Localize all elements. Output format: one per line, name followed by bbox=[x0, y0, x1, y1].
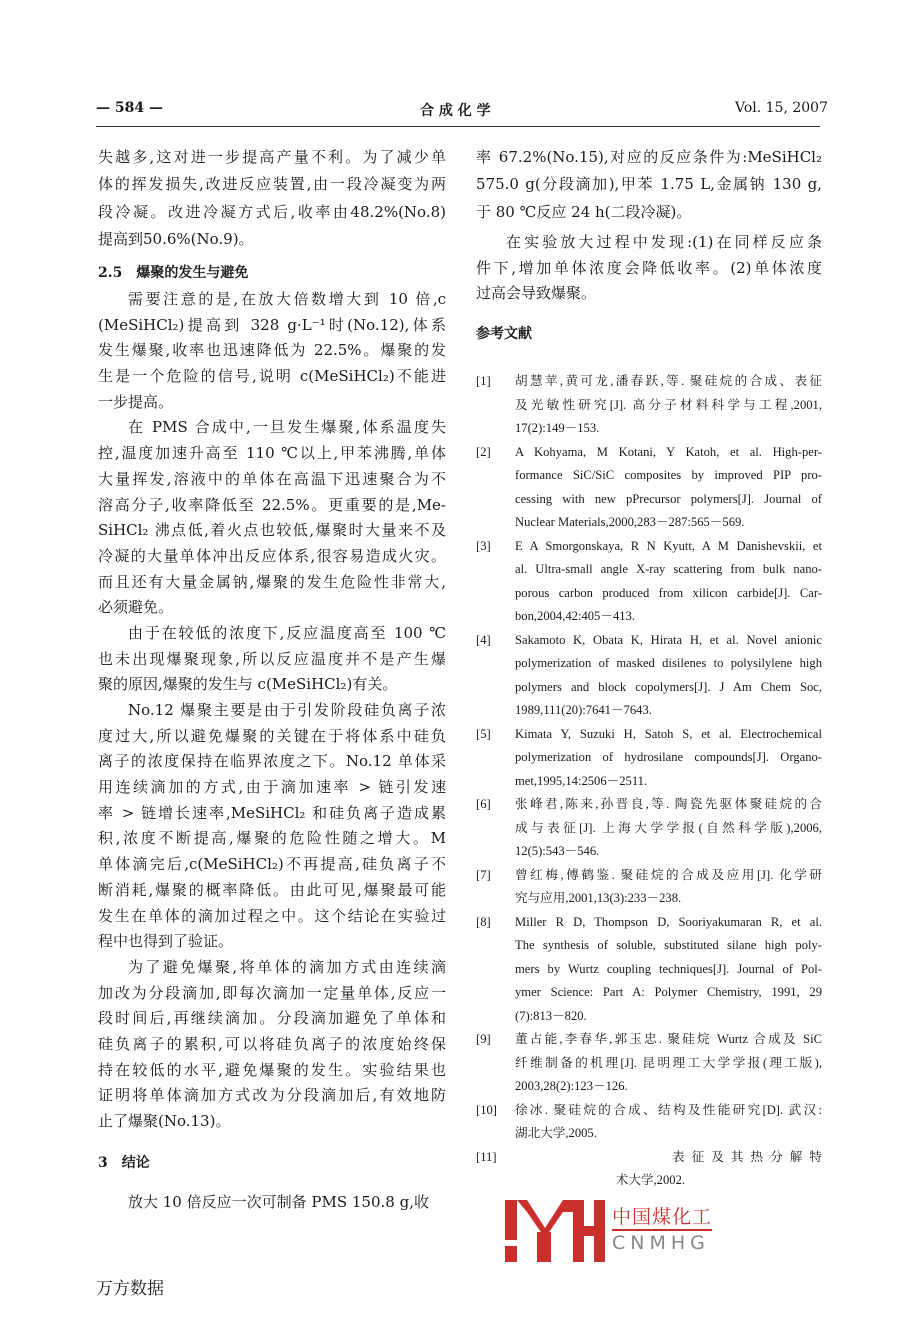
text-line: 发生爆聚,收率也迅速降低为 22.5%。爆聚的发 bbox=[98, 341, 446, 360]
watermark-logo bbox=[505, 1200, 605, 1262]
reference-item bbox=[476, 370, 822, 441]
text-line: 纤维制备的机理[J]. 昆明理工大学学报(理工版), bbox=[515, 1055, 822, 1070]
text-line: Miller R D, Thompson D, Sooriyakumaran R, et al. bbox=[515, 914, 822, 929]
text-line: E A Smorgonskaya, R N Kyutt, A M Danishevskii, et bbox=[515, 538, 822, 553]
text-line: al. Ultra-small angle X-ray scattering from bulk nano- bbox=[515, 562, 822, 576]
reference-item bbox=[476, 1146, 822, 1193]
text-line: 硅负离子的累积,可以将硅负离子的浓度始终保 bbox=[98, 1034, 446, 1053]
text-line: 止了爆聚(No.13)。 bbox=[98, 1112, 231, 1130]
reference-number: [5] bbox=[476, 726, 491, 741]
watermark-rule bbox=[612, 1229, 712, 1231]
text-line: Kimata Y, Suzuki H, Satoh S, et al. Electrochemical bbox=[515, 726, 822, 741]
reference-item bbox=[476, 1099, 822, 1146]
text-line: 12(5):543－546. bbox=[515, 844, 600, 858]
reference-item bbox=[476, 441, 822, 535]
text-line: 17(2):149－153. bbox=[515, 421, 600, 435]
text-line: bon,2004,42:405－413. bbox=[515, 609, 635, 623]
text-line: 件下,增加单体浓度会降低收率。(2)单体浓度 bbox=[476, 258, 822, 277]
text-line: 成与表征[J]. 上海大学学报(自然科学版),2006, bbox=[515, 820, 822, 835]
text-line: 徐冰. 聚硅烷的合成、结构及性能研究[D]. 武汉: bbox=[515, 1102, 822, 1117]
section-heading-3: 3 结论 bbox=[98, 1155, 150, 1171]
left-body bbox=[98, 287, 446, 1135]
text-line: No.12 爆聚主要是由于引发阶段硅负离子浓 bbox=[128, 701, 446, 719]
footer-source: 万方数据 bbox=[96, 1279, 164, 1299]
paragraph bbox=[98, 621, 446, 698]
text-line: 张峰君,陈来,孙晋良,等. 陶瓷先驱体聚硅烷的合 bbox=[515, 797, 822, 811]
text-line: 冷凝的大量单体冲出反应体系,很容易造成火灾。 bbox=[98, 546, 446, 565]
text-line: 程中也得到了验证。 bbox=[98, 932, 234, 951]
reference-number: [9] bbox=[476, 1032, 491, 1046]
text-line: 而且还有大量金属钠,爆聚的发生危险性非常大, bbox=[98, 572, 446, 591]
reference-item bbox=[476, 864, 822, 911]
text-line: SiHCl₂ 沸点低,着火点也较低,爆聚时大量来不及 bbox=[98, 521, 446, 540]
text-line: 为了避免爆聚,将单体的滴加方式由连续滴 bbox=[128, 957, 446, 976]
paragraph bbox=[98, 698, 446, 955]
text-line: 持在较低的水平,避免爆聚的发生。实验结果也 bbox=[98, 1060, 446, 1079]
text-line: 溶高分子,收率降低至 22.5%。更重要的是,Me- bbox=[98, 495, 446, 514]
reference-item bbox=[476, 723, 822, 794]
volume-info: Vol. 15, 2007 bbox=[735, 100, 828, 116]
watermark-text-cn: 中国煤化工 bbox=[612, 1206, 713, 1228]
paragraph bbox=[98, 955, 446, 1135]
reference-item bbox=[476, 535, 822, 629]
text-line: 及光敏性研究[J]. 高分子材料科学与工程,2001, bbox=[515, 397, 822, 412]
paragraph bbox=[98, 144, 446, 253]
text-line: 证明将单体滴加方式改为分段滴加后,有效地防 bbox=[98, 1086, 446, 1105]
paragraph bbox=[98, 1190, 446, 1216]
text-line: 2003,28(2):123－126. bbox=[515, 1079, 628, 1093]
reference-number: [2] bbox=[476, 444, 491, 459]
text-line: porous carbon produced from xilicon carbide[J]. Car- bbox=[515, 585, 822, 600]
text-line: 大量挥发,溶液中的单体在高温下迅速聚合为不 bbox=[98, 469, 446, 488]
text-line: 率 67.2%(No.15),对应的反应条件为:MeSiHCl₂ bbox=[476, 148, 822, 166]
reference-item bbox=[476, 911, 822, 1029]
text-line: 由于在较低的浓度下,反应温度高至 100 ℃ bbox=[128, 623, 446, 642]
text-line: 控,温度加速升高至 110 ℃以上,甲苯沸腾,单体 bbox=[98, 444, 446, 463]
text-line: 表征及其热分解特 bbox=[515, 1149, 822, 1164]
text-line: 1989,111(20):7641－7643. bbox=[515, 703, 652, 717]
text-line: 过高会导致爆聚。 bbox=[476, 284, 597, 303]
text-line: 发生在单体的滴加过程之中。这个结论在实验过 bbox=[98, 906, 446, 925]
text-line: (7):813－820. bbox=[515, 1008, 587, 1023]
text-line: 聚的原因,爆聚的发生与 c(MeSiHCl₂)有关。 bbox=[98, 675, 398, 694]
text-line: mers by Wurtz coupling techniques[J]. Journal of Pol- bbox=[515, 961, 822, 976]
text-line: 断消耗,爆聚的概率降低。由此可见,爆聚最可能 bbox=[98, 880, 446, 899]
text-line: The synthesis of soluble, substituted silane high poly- bbox=[515, 938, 822, 952]
text-line: met,1995,14:2506－2511. bbox=[515, 773, 648, 788]
reference-item bbox=[476, 1028, 822, 1099]
text-line: 胡慧苹,黄可龙,潘春跃,等. 聚硅烷的合成、表征 bbox=[515, 374, 822, 388]
reference-number: [8] bbox=[476, 914, 491, 929]
watermark-text-en: CNMHG bbox=[612, 1232, 710, 1254]
text-line: 失越多,这对进一步提高产量不利。为了减少单 bbox=[98, 148, 446, 166]
text-line: Sakamoto K, Obata K, Hirata H, et al. Novel anionic bbox=[515, 632, 822, 647]
text-line: 在实验放大过程中发现:(1)在同样反应条 bbox=[506, 233, 822, 251]
paragraph bbox=[476, 230, 822, 307]
text-line: 董占能,李春华,郭玉忠. 聚硅烷 Wurtz 合成及 SiC bbox=[515, 1032, 822, 1046]
text-line: polymerization of masked disilenes to polysilylene high bbox=[515, 656, 822, 670]
text-line: A Kohyama, M Kotani, Y Katoh, et al. High-per- bbox=[515, 444, 822, 459]
text-line: 单体滴完后,c(MeSiHCl₂)不再提高,硅负离子不 bbox=[98, 855, 446, 874]
text-line: polymerization of hydrosilane compounds[J]. Organo- bbox=[515, 750, 822, 764]
reference-list bbox=[476, 370, 822, 1193]
text-line: 也未出现爆聚现象,所以反应温度并不是产生爆 bbox=[98, 649, 446, 668]
journal-name: 合 成 化 学 bbox=[420, 103, 491, 119]
text-line: 离子的浓度保持在临界浓度之下。No.12 单体采 bbox=[98, 752, 446, 771]
text-line: 度过大,所以避免爆聚的关键在于将体系中硅负 bbox=[98, 726, 446, 745]
text-line: 段冷凝。改进冷凝方式后,收率由48.2%(No.8) bbox=[98, 202, 446, 221]
text-line: 必须避免。 bbox=[98, 598, 174, 617]
text-line: 用连续滴加的方式,由于滴加速率 > 链引发速 bbox=[98, 778, 446, 797]
references-title: 参考文献 bbox=[476, 326, 532, 342]
text-line: 段时间后,再继续滴加。分段滴加避免了单体和 bbox=[98, 1009, 446, 1028]
text-line: (MeSiHCl₂)提高到 328 g·L⁻¹时(No.12),体系 bbox=[98, 315, 446, 334]
text-line: ymer Science: Part A: Polymer Chemistry, 1991, 29 bbox=[515, 985, 822, 999]
section-heading-2-5: 2.5 爆聚的发生与避免 bbox=[98, 265, 249, 281]
paragraph bbox=[476, 144, 822, 226]
text-line: Nuclear Materials,2000,283－287:565－569. bbox=[515, 515, 745, 529]
text-line: 提高到50.6%(No.9)。 bbox=[98, 229, 254, 248]
reference-number: [4] bbox=[476, 632, 491, 647]
paragraph bbox=[98, 287, 446, 415]
text-line: cessing with new pPrecursor polymers[J]. Journal of bbox=[515, 491, 822, 506]
text-line: 生是一个危险的信号,说明 c(MeSiHCl₂)不能进 bbox=[98, 367, 446, 386]
text-line: 放大 10 倍反应一次可制备 PMS 150.8 g,收 bbox=[128, 1193, 429, 1211]
paragraph bbox=[98, 415, 446, 621]
page-number: — 584 — bbox=[96, 100, 163, 116]
reference-number: [6] bbox=[476, 797, 491, 811]
text-line: 究与应用,2001,13(3):233－238. bbox=[515, 891, 682, 905]
text-line: 一步提高。 bbox=[98, 392, 174, 411]
reference-number: [11] bbox=[476, 1149, 497, 1164]
text-line: 湖北大学,2005. bbox=[515, 1126, 597, 1140]
reference-number: [3] bbox=[476, 538, 491, 553]
text-line: 加改为分段滴加,即每次滴加一定量单体,反应一 bbox=[98, 983, 446, 1002]
reference-item bbox=[476, 629, 822, 723]
text-line: 曾红梅,傅鹤鉴. 聚硅烷的合成及应用[J]. 化学研 bbox=[515, 867, 822, 882]
text-line: 体的挥发损失,改进反应装置,由一段冷凝变为两 bbox=[98, 175, 446, 194]
text-line: 于 80 ℃反应 24 h(二段冷凝)。 bbox=[476, 202, 692, 221]
header-rule bbox=[96, 126, 820, 127]
text-line: 在 PMS 合成中,一旦发生爆聚,体系温度失 bbox=[128, 418, 446, 437]
text-line: 术大学,2002. bbox=[515, 1173, 686, 1187]
text-line: formance SiC/SiC composites by improved PIP pro- bbox=[515, 468, 822, 482]
reference-number: [10] bbox=[476, 1102, 497, 1117]
text-line: 575.0 g(分段滴加),甲苯 1.75 L,金属钠 130 g, bbox=[476, 175, 822, 194]
text-line: polymers and block copolymers[J]. J Am Chem Soc, bbox=[515, 679, 822, 694]
text-line: 需要注意的是,在放大倍数增大到 10 倍,c bbox=[128, 290, 446, 308]
reference-item bbox=[476, 793, 822, 864]
reference-number: [1] bbox=[476, 374, 491, 388]
reference-number: [7] bbox=[476, 867, 491, 882]
text-line: 率 > 链增长速率,MeSiHCl₂ 和硅负离子造成累 bbox=[98, 803, 446, 822]
text-line: 积,浓度不断提高,爆聚的危险性随之增大。M bbox=[98, 829, 446, 848]
